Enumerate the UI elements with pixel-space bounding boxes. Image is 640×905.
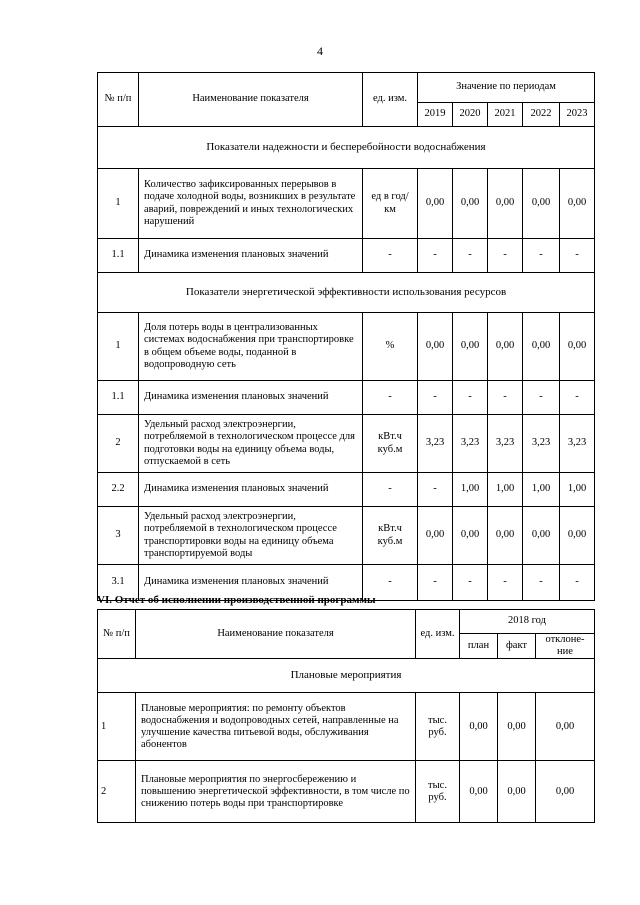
row-value: 3,23 bbox=[560, 415, 595, 473]
row-unit: - bbox=[363, 565, 418, 601]
row-value: - bbox=[453, 239, 488, 273]
row-num: 1 bbox=[98, 693, 136, 761]
row-value: - bbox=[523, 239, 560, 273]
table-row bbox=[98, 381, 595, 415]
row-num: 1 bbox=[98, 313, 139, 381]
section-title: Показатели энергетической эффективности использования ресурсов bbox=[98, 273, 595, 313]
row-unit: тыс. руб. bbox=[416, 761, 460, 823]
row-name: Плановые мероприятия по энергосбережению и повышению энергетической эффективности, в том числе по снижению потерь воды при транспортировке bbox=[136, 761, 416, 823]
row-value: 0,00 bbox=[488, 507, 523, 565]
row-value: - bbox=[560, 381, 595, 415]
row-value: - bbox=[488, 239, 523, 273]
row-value: 1,00 bbox=[523, 473, 560, 507]
header-num: № п/п bbox=[98, 610, 136, 659]
row-value: - bbox=[453, 381, 488, 415]
header-name: Наименование показателя bbox=[139, 73, 363, 127]
row-num: 2.2 bbox=[98, 473, 139, 507]
header-year: 2021 bbox=[488, 103, 523, 127]
row-value: 0,00 bbox=[418, 313, 453, 381]
row-value: 3,23 bbox=[453, 415, 488, 473]
header-year: 2022 bbox=[523, 103, 560, 127]
row-unit: кВт.ч куб.м bbox=[363, 415, 418, 473]
row-num: 1.1 bbox=[98, 239, 139, 273]
row-value: - bbox=[418, 381, 453, 415]
indicators-table bbox=[97, 72, 595, 601]
row-value: 0,00 bbox=[453, 507, 488, 565]
row-unit: - bbox=[363, 239, 418, 273]
program-report-table bbox=[97, 609, 595, 823]
row-unit: тыс. руб. bbox=[416, 693, 460, 761]
section-row: Плановые мероприятия bbox=[98, 659, 595, 693]
row-unit: ед в год/ км bbox=[363, 169, 418, 239]
row-value: - bbox=[418, 565, 453, 601]
row-deviation: 0,00 bbox=[536, 761, 595, 823]
header-year: 2023 bbox=[560, 103, 595, 127]
header-deviation: отклоне- ние bbox=[536, 634, 595, 659]
row-name: Динамика изменения плановых значений bbox=[139, 473, 363, 507]
header-unit: ед. изм. bbox=[416, 610, 460, 659]
row-value: 0,00 bbox=[523, 313, 560, 381]
row-fact: 0,00 bbox=[498, 761, 536, 823]
row-value: 3,23 bbox=[418, 415, 453, 473]
row-value: 0,00 bbox=[418, 507, 453, 565]
row-value: 0,00 bbox=[560, 507, 595, 565]
row-num: 3.1 bbox=[98, 565, 139, 601]
table-row bbox=[98, 169, 595, 239]
table-row bbox=[98, 761, 595, 823]
row-value: - bbox=[453, 565, 488, 601]
row-value: - bbox=[523, 565, 560, 601]
row-value: - bbox=[418, 239, 453, 273]
row-num: 3 bbox=[98, 507, 139, 565]
row-deviation: 0,00 bbox=[536, 693, 595, 761]
row-unit: - bbox=[363, 381, 418, 415]
row-unit: кВт.ч куб.м bbox=[363, 507, 418, 565]
row-value: - bbox=[560, 239, 595, 273]
row-value: 1,00 bbox=[488, 473, 523, 507]
row-value: - bbox=[418, 473, 453, 507]
section-row bbox=[98, 273, 595, 313]
header-fact: факт bbox=[498, 634, 536, 659]
row-num: 1 bbox=[98, 169, 139, 239]
header-year: 2019 bbox=[418, 103, 453, 127]
table-row bbox=[98, 473, 595, 507]
row-value: 3,23 bbox=[523, 415, 560, 473]
section-row bbox=[98, 127, 595, 169]
header-year: 2018 год bbox=[460, 610, 595, 634]
row-value: 0,00 bbox=[523, 507, 560, 565]
row-plan: 0,00 bbox=[460, 693, 498, 761]
row-value: 3,23 bbox=[488, 415, 523, 473]
row-name: Динамика изменения плановых значений bbox=[139, 565, 363, 601]
row-num: 1.1 bbox=[98, 381, 139, 415]
table-row bbox=[98, 415, 595, 473]
table-row bbox=[98, 507, 595, 565]
row-value: 0,00 bbox=[453, 169, 488, 239]
row-fact: 0,00 bbox=[498, 693, 536, 761]
row-value: 0,00 bbox=[418, 169, 453, 239]
header-plan: план bbox=[460, 634, 498, 659]
page-number: 4 bbox=[317, 44, 323, 58]
row-name: Удельный расход электроэнергии, потребляемой в технологическом процессе транспортировки воды на единицу объема транспортируемой воды bbox=[139, 507, 363, 565]
row-name: Доля потерь воды в централизованных системах водоснабжения при транспортировке в общем объеме воды, поданной в водопроводную сеть bbox=[139, 313, 363, 381]
row-unit: - bbox=[363, 473, 418, 507]
row-name: Удельный расход электроэнергии, потребляемой в технологическом процессе для подготовки воды на единицу объема воды, отпускаемой в сеть bbox=[139, 415, 363, 473]
section-vi-title: VI. Отчет об исполнении производственной программы bbox=[97, 594, 376, 606]
row-plan: 0,00 bbox=[460, 761, 498, 823]
row-unit: % bbox=[363, 313, 418, 381]
header-periods: Значение по периодам bbox=[418, 73, 595, 103]
row-num: 2 bbox=[98, 415, 139, 473]
row-value: 0,00 bbox=[560, 313, 595, 381]
row-num: 2 bbox=[98, 761, 136, 823]
header-name: Наименование показателя bbox=[136, 610, 416, 659]
header-unit: ед. изм. bbox=[363, 73, 418, 127]
table-row bbox=[98, 693, 595, 761]
table-row bbox=[98, 313, 595, 381]
row-value: - bbox=[560, 565, 595, 601]
row-name: Количество зафиксированных перерывов в подаче холодной воды, возникших в результате аварий, повреждений и иных технологических нарушений bbox=[139, 169, 363, 239]
table-row bbox=[98, 239, 595, 273]
row-value: 0,00 bbox=[488, 313, 523, 381]
row-value: 1,00 bbox=[560, 473, 595, 507]
row-value: - bbox=[488, 565, 523, 601]
row-value: 0,00 bbox=[453, 313, 488, 381]
row-value: - bbox=[523, 381, 560, 415]
row-name: Динамика изменения плановых значений bbox=[139, 239, 363, 273]
header-num: № п/п bbox=[98, 73, 139, 127]
row-value: 0,00 bbox=[523, 169, 560, 239]
row-value: - bbox=[488, 381, 523, 415]
header-year: 2020 bbox=[453, 103, 488, 127]
row-name: Плановые мероприятия: по ремонту объектов водоснабжения и водопроводных сетей, направленные на улучшение качества питьевой воды, обслуживания абонентов bbox=[136, 693, 416, 761]
row-value: 1,00 bbox=[453, 473, 488, 507]
row-name: Динамика изменения плановых значений bbox=[139, 381, 363, 415]
section-title: Показатели надежности и бесперебойности водоснабжения bbox=[98, 127, 595, 169]
row-value: 0,00 bbox=[560, 169, 595, 239]
row-value: 0,00 bbox=[488, 169, 523, 239]
